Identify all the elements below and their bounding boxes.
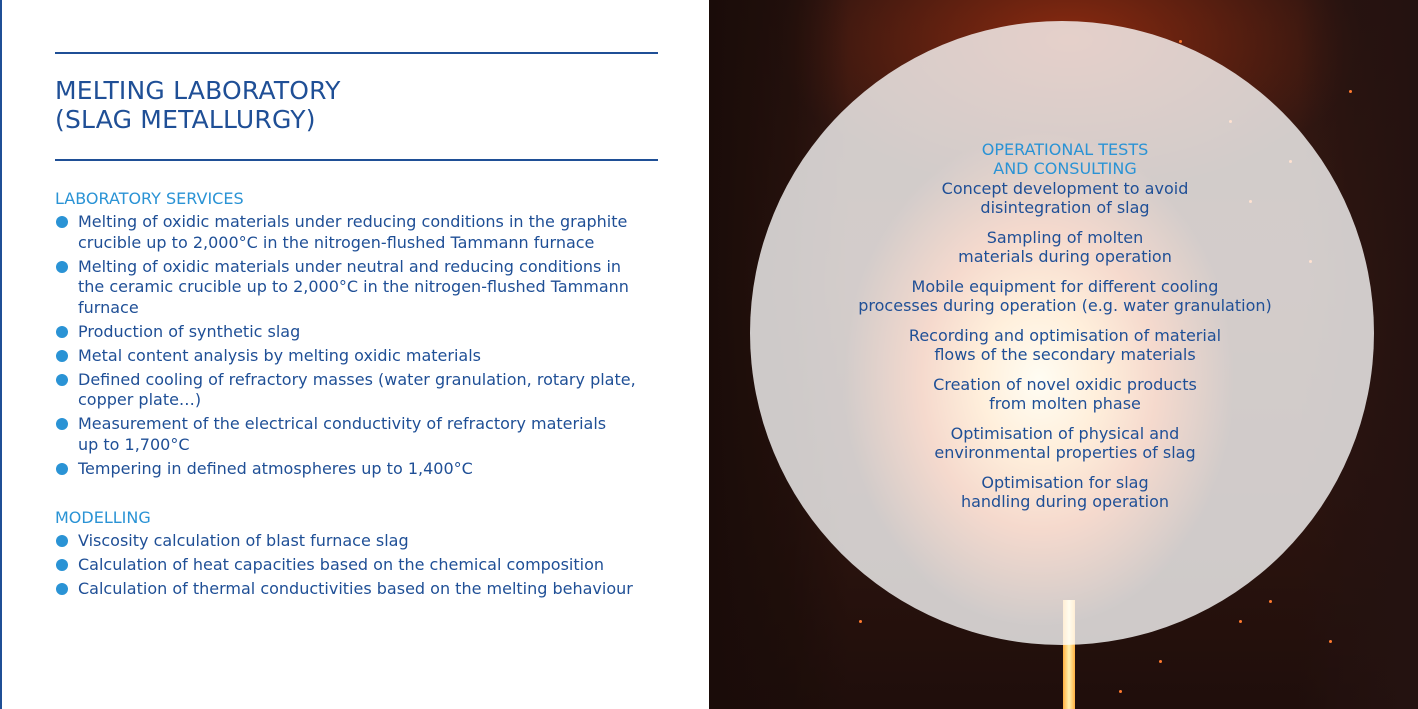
operational-tests-panel — [800, 140, 1330, 522]
heading-line: OPERATIONAL TESTS — [981, 140, 1149, 159]
bullet-dot-icon — [56, 559, 68, 571]
spark-icon — [1349, 90, 1352, 93]
list-item-line: environmental properties of slag — [934, 443, 1196, 462]
bullet-dot-icon — [56, 326, 68, 338]
page-title-line-1: MELTING LABORATORY — [55, 76, 341, 105]
list-item-line: crucible up to 2,000°C in the nitrogen-flushed Tammann furnace — [78, 232, 595, 252]
modelling-heading: MODELLING — [55, 508, 151, 527]
bullet-dot-icon — [56, 535, 68, 547]
list-item-line: Tempering in defined atmospheres up to 1,400°C — [78, 458, 473, 478]
bullet-dot-icon — [56, 583, 68, 595]
bullet-dot-icon — [56, 418, 68, 430]
list-item-line: furnace — [78, 297, 139, 317]
list-item-line: processes during operation (e.g. water granulation) — [858, 296, 1272, 315]
list-item — [800, 375, 1330, 413]
list-item-line: materials during operation — [958, 247, 1172, 266]
list-item — [55, 212, 665, 253]
spark-icon — [1179, 40, 1182, 43]
list-item-line: Production of synthetic slag — [78, 321, 301, 341]
list-item — [55, 346, 665, 367]
list-item-line: from molten phase — [989, 394, 1141, 413]
laboratory-services-heading: LABORATORY SERVICES — [55, 189, 244, 208]
list-item-line: Creation of novel oxidic products — [933, 375, 1197, 394]
list-item-line: Sampling of molten — [986, 228, 1144, 247]
list-item-line: Melting of oxidic materials under neutral and reducing conditions in — [78, 256, 622, 276]
list-item-line: flows of the secondary materials — [934, 345, 1196, 364]
list-item-line: Recording and optimisation of material — [908, 326, 1222, 345]
list-item-line: Metal content analysis by melting oxidic materials — [78, 345, 481, 365]
list-item-line: Optimisation for slag — [981, 473, 1149, 492]
list-item — [800, 228, 1330, 266]
furnace-photo — [709, 0, 1418, 709]
modelling-list — [55, 531, 665, 603]
list-item — [55, 322, 665, 343]
spark-icon — [1159, 660, 1162, 663]
list-item-line: up to 1,700°C — [78, 434, 190, 454]
spark-icon — [1329, 640, 1332, 643]
list-item — [55, 459, 665, 480]
list-item — [55, 555, 665, 576]
list-item-line: disintegration of slag — [980, 198, 1150, 217]
list-item — [55, 531, 665, 552]
bullet-dot-icon — [56, 216, 68, 228]
page-title-line-2: (SLAG METALLURGY) — [55, 105, 316, 134]
spark-icon — [859, 620, 862, 623]
spark-icon — [1239, 620, 1242, 623]
spark-icon — [1269, 600, 1272, 603]
list-item-line: Melting of oxidic materials under reducing conditions in the graphite — [78, 212, 628, 231]
list-item — [800, 277, 1330, 315]
list-item-line: Concept development to avoid — [941, 179, 1189, 198]
bullet-dot-icon — [56, 350, 68, 362]
heading-line: AND CONSULTING — [993, 159, 1137, 178]
list-item-line: Calculation of thermal conductivities based on the melting behaviour — [78, 578, 633, 598]
list-item — [800, 473, 1330, 511]
list-item-line: copper plate…) — [78, 390, 202, 410]
list-item-line: the ceramic crucible up to 2,000°C in the nitrogen-flushed Tammann — [78, 277, 629, 297]
list-item-line: Defined cooling of refractory masses (water granulation, rotary plate, — [78, 369, 636, 389]
spark-icon — [1119, 690, 1122, 693]
operational-tests-heading — [800, 140, 1330, 178]
list-item — [55, 370, 665, 411]
page-title — [55, 76, 341, 134]
list-item — [800, 326, 1330, 364]
list-item — [55, 579, 665, 600]
list-item — [800, 424, 1330, 462]
title-rule-bottom — [55, 159, 658, 161]
bullet-dot-icon — [56, 261, 68, 273]
list-item — [800, 179, 1330, 217]
laboratory-services-list — [55, 212, 665, 483]
title-rule-top — [55, 52, 658, 54]
list-item-line: Mobile equipment for different cooling — [911, 277, 1219, 296]
list-item — [55, 257, 665, 319]
list-item-line: Measurement of the electrical conductivity of refractory materials — [78, 414, 607, 434]
list-item — [55, 414, 665, 455]
list-item-line: Optimisation of physical and — [950, 424, 1180, 443]
list-item-line: Viscosity calculation of blast furnace slag — [78, 531, 409, 550]
list-item-line: Calculation of heat capacities based on the chemical composition — [78, 554, 605, 574]
bullet-dot-icon — [56, 463, 68, 475]
list-item-line: handling during operation — [960, 492, 1170, 511]
bullet-dot-icon — [56, 374, 68, 386]
